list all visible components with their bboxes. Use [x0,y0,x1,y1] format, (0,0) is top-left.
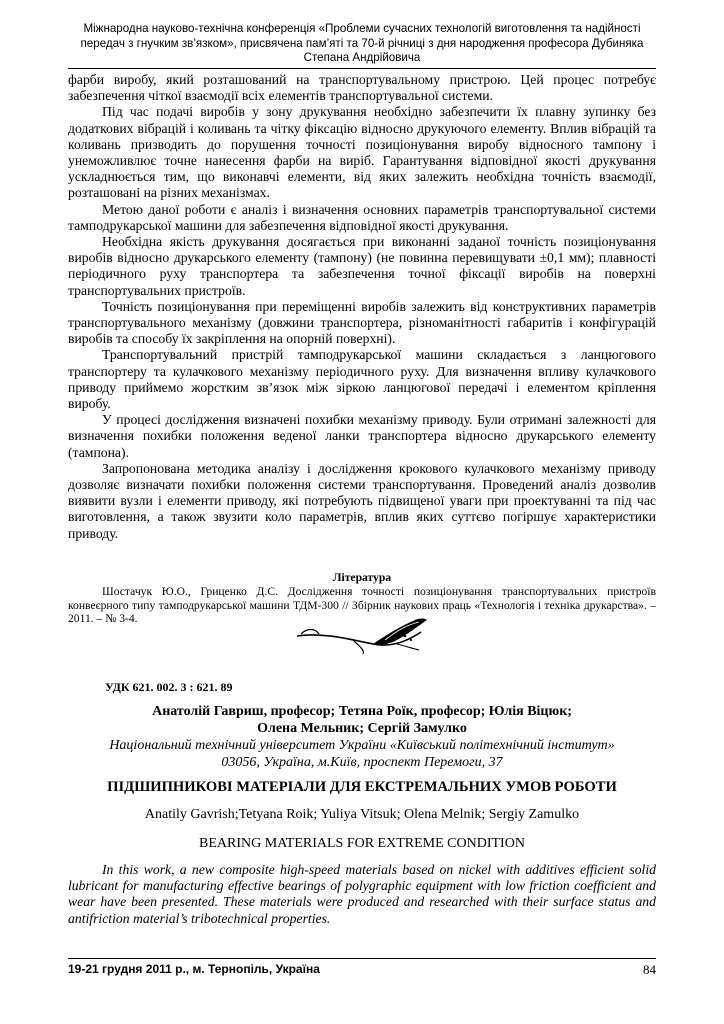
paragraph: Необхідна якість друкування досягається при виконанні заданої точність позиціонування виробів відносно друкарського елементу (тампону) (не повинна перевищувати ±0,1 мм); плавності періодичного руху транспортера та забезпечення точної фіксації виробів на поверхні транспортувальних пристроїв. [68,234,656,298]
affiliation-block [68,738,656,771]
feather-quill-ornament-icon [293,614,433,656]
literature-item: Шостачук Ю.О., Гриценко Д.С. Дослідження точності позиціонування транспортувальних пристроїв конвеєрного типу тамподрукарської машини ТДМ-300 // Збірник наукових праць «Технологія і техніка друкарства». – 2011. – № 3-4. [68,585,656,626]
paragraph: Метою даної роботи є аналіз і визначення основних параметрів транспортувальної системи тамподрукарської машини для забезпечення відповідної якості друкування. [68,201,656,233]
authors-line: Анатолій Гавриш, професор; Тетяна Роїк, професор; Юлія Віцюк; [152,704,572,719]
abstract-english: In this work, a new composite high-speed materials based on nickel with additives efficient solid lubricant for manufacturing effective bearings of polygraphic equipment with low friction coefficient and wear have been presented. These materials were produced and researched with their surface status and antifriction material’s tribotechnical properties. [68,862,656,926]
affiliation-line: 03056, Україна, м.Київ, проспект Перемоги, 37 [221,754,503,770]
conference-header: Міжнародна науково-технічна конференція «Проблеми сучасних технологій виготовлення та надійності передач з гнучким зв’язком», присвячена пам’яті та 70-й річниці з дня народження професора Дубиняка Степана Андрійовича [80,22,644,64]
header-divider [68,68,656,69]
article-body [68,72,656,542]
paragraph: У процесі дослідження визначені похибки механізму приводу. Були отримані залежності для визначення похибки положення веденої ланки транспортера відносно друкарського елементу (тампона). [68,412,656,460]
paragraph: Транспортувальний пристрій тамподрукарської машини складається з ланцюгового транспортеру та кулачкового механізму періодичного руху. Для визначення впливу кулачкового приводу приймемо жорстким зв’язок між зіркою ланцюгової передачі і елементом кріплення виробу. [68,347,656,412]
udk-code: УДК 621. 002. 3 : 621. 89 [105,680,233,694]
authors-english: Anatily Gavrish;Tetyana Roik; Yuliya Vitsuk; Olena Melnik; Sergiy Zamulko [144,807,580,822]
paragraph: Точність позиціонування при переміщенні виробів залежить від конструктивних параметрів транспортувального механізму (довжини транспортера, різноманітності габаритів і конфігурацій виробів та способу їх закріплення на опорній поверхні). [68,298,656,347]
literature-title: Література [332,571,392,584]
paragraph: фарби виробу, який розташований на транспортувальному пристрою. Цей процес потребує забезпечення чіткої взаємодії всіх елементів транспортувальної системи. [68,72,656,104]
affiliation-line: Національний технічний університет України «Київський політехнічний інститут» [109,738,615,753]
article-title-ukrainian: ПІДШИПНИКОВІ МАТЕРІАЛИ ДЛЯ ЕКСТРЕМАЛЬНИХ УМОВ РОБОТИ [107,779,617,795]
authors-line: Олена Мельник; Сергій Замулко [257,720,467,736]
paragraph: Запропонована методика аналізу і дослідження крокового кулачкового механізму приводу дозволяє визначати похибки положення системи транспортування. Проведений аналіз дозволив виявити вузли і елементи приводу, які потребують підвищеної уваги при проектуванні та під час виготовлення, а також звузити коло параметрів, вплив яких суттєво погіршує характеристики приводу. [68,460,656,541]
page-number: 84 [643,962,656,977]
paragraph: Під час подачі виробів у зону друкування необхідно забезпечити їх плавну зупинку без додаткових вібрацій і коливань та чітку фіксацію відносно друкуючого елементу. Вплив вібрацій та коливань призводить до порушення точності позиціонування виробу відносного тампону і унеможливлює точне нанесення фарби на виріб. Гарантування відповідної якості друкування ускладнюється тим, що виконавчі елементи, від яких залежить необхідна точність взаємодії, розташовані на різних механізмах. [68,104,656,201]
footer-divider [68,958,656,959]
article-title-english: BEARING MATERIALS FOR EXTREME CONDITION [199,836,525,851]
authors-block [68,704,656,737]
footer-conference-date: 19-21 грудня 2011 р., м. Тернопіль, Україна [68,962,320,976]
